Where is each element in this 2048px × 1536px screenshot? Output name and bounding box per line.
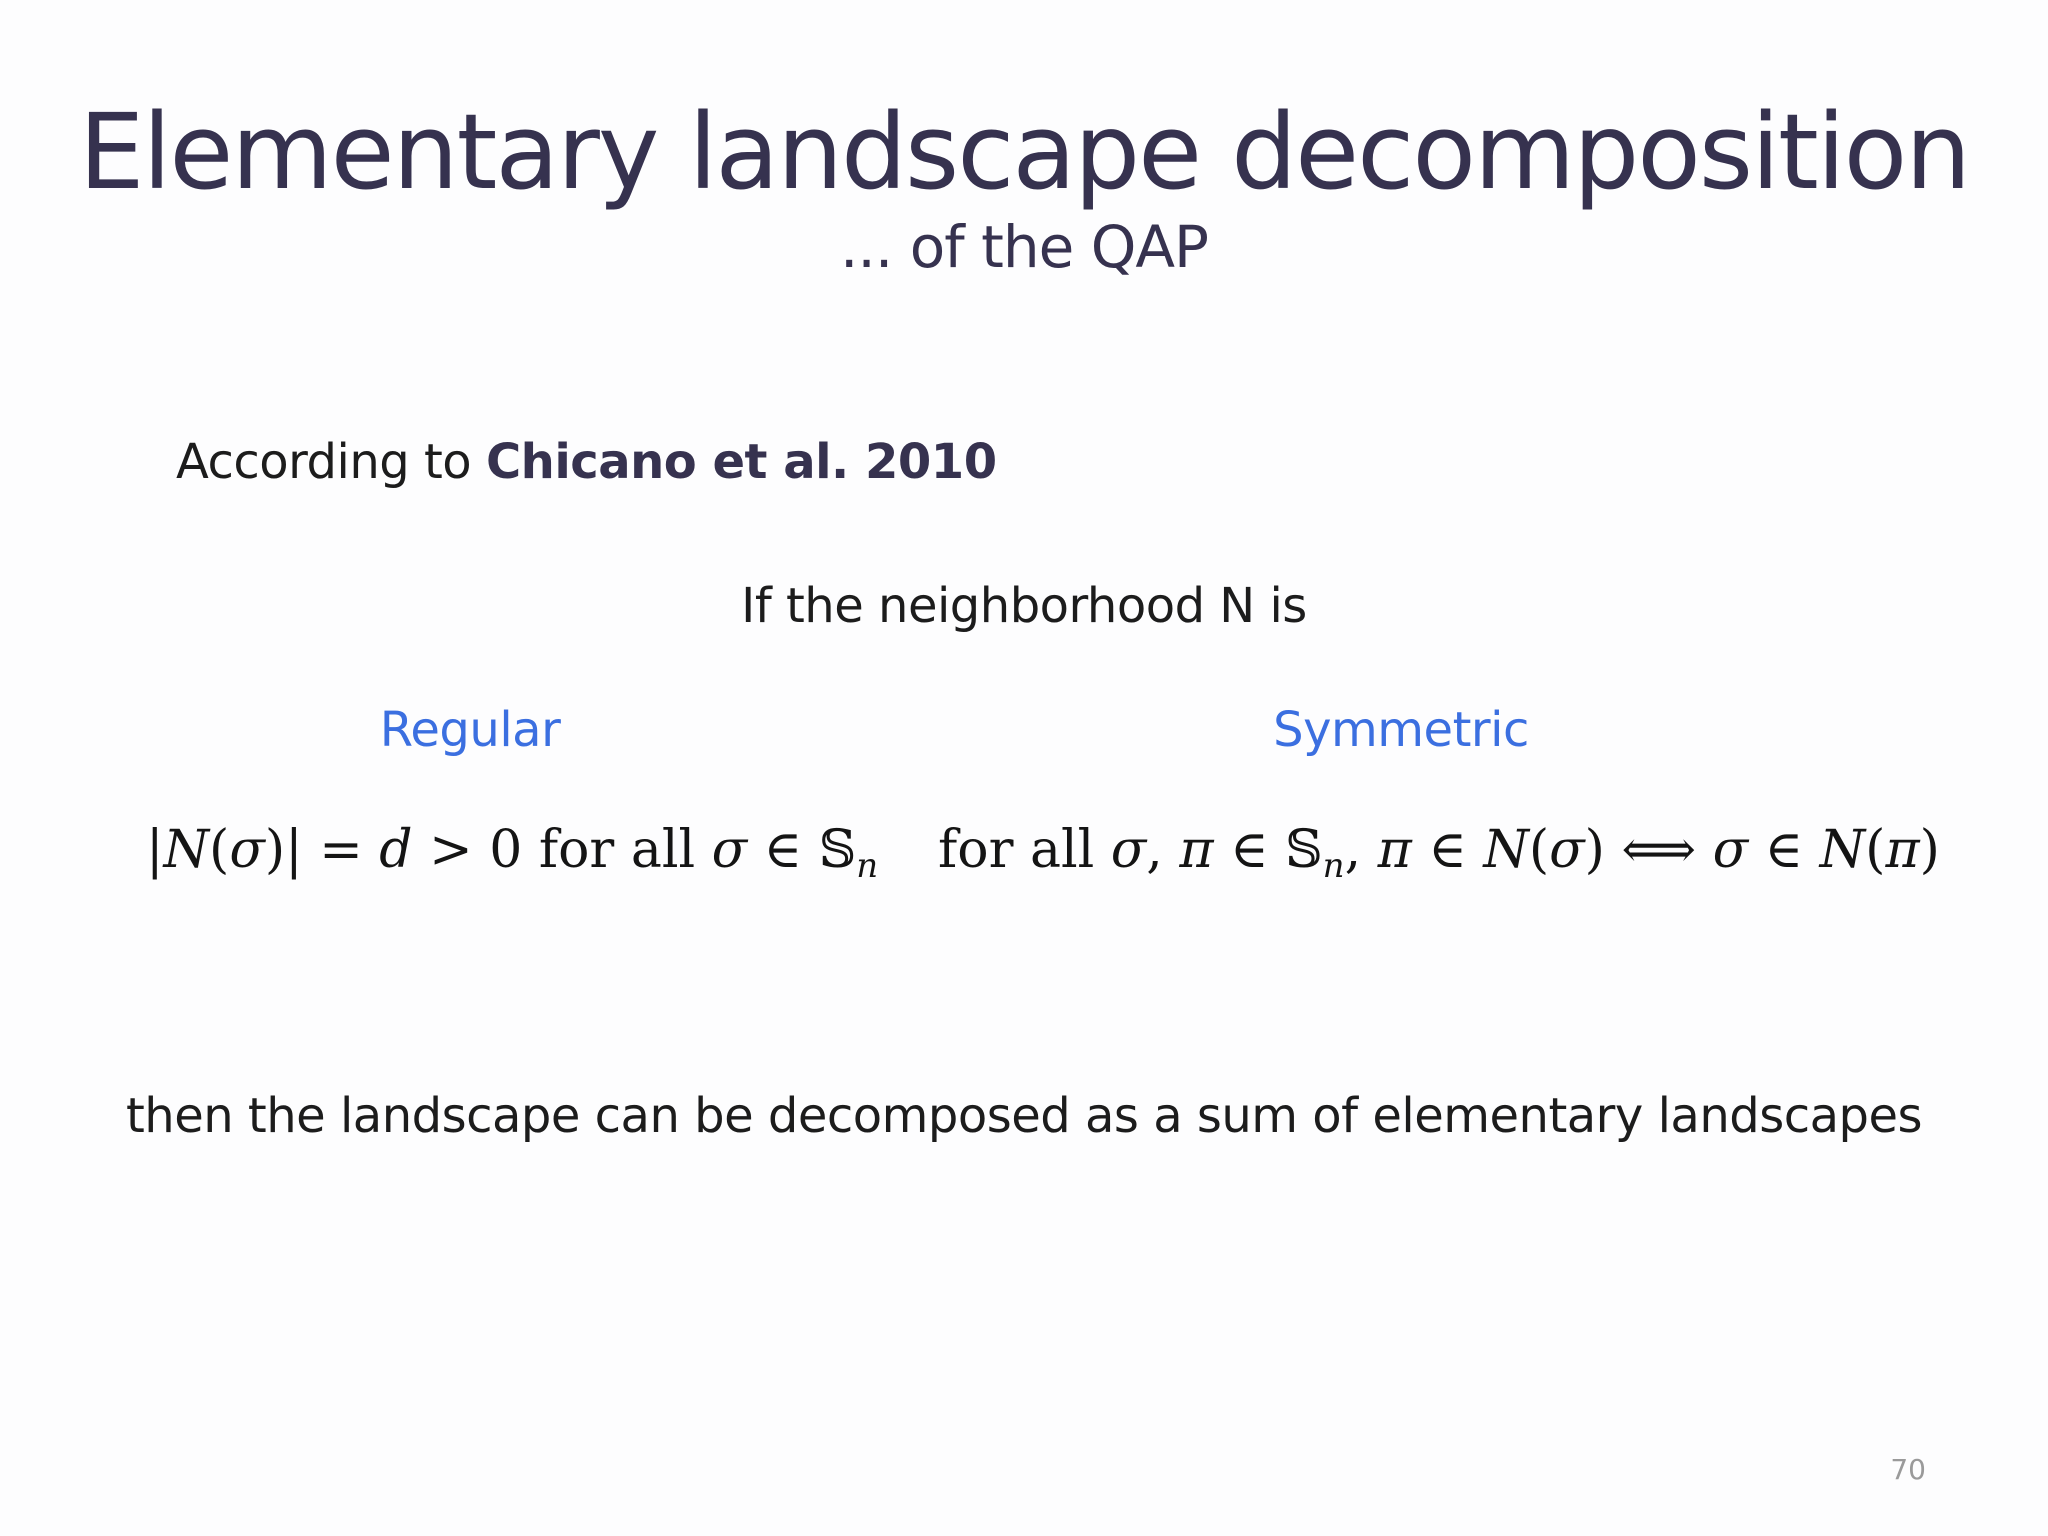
slide-title: Elementary landscape decomposition: [78, 91, 1970, 213]
formula-regular: |N(σ)| = d > 0 for all σ ∈ 𝕊$_n$: [146, 820, 879, 886]
citation-prefix: According to: [176, 434, 486, 490]
citation-reference: Chicano et al. 2010: [485, 434, 997, 490]
slide-subtitle: ... of the QAP: [839, 213, 1208, 281]
property-label-regular: Regular: [379, 702, 561, 758]
intro-text: If the neighborhood N is: [741, 578, 1307, 634]
property-label-symmetric: Symmetric: [1273, 702, 1529, 758]
formula-symmetric: for all σ, π ∈ 𝕊$_n$, π ∈ N(σ) ⟺ σ ∈ N(π): [938, 820, 1940, 886]
page-number: 70: [1890, 1453, 1926, 1486]
citation-line: [176, 434, 997, 490]
conclusion-text: then the landscape can be decomposed as a sum of elementary landscapes: [125, 1088, 1923, 1144]
